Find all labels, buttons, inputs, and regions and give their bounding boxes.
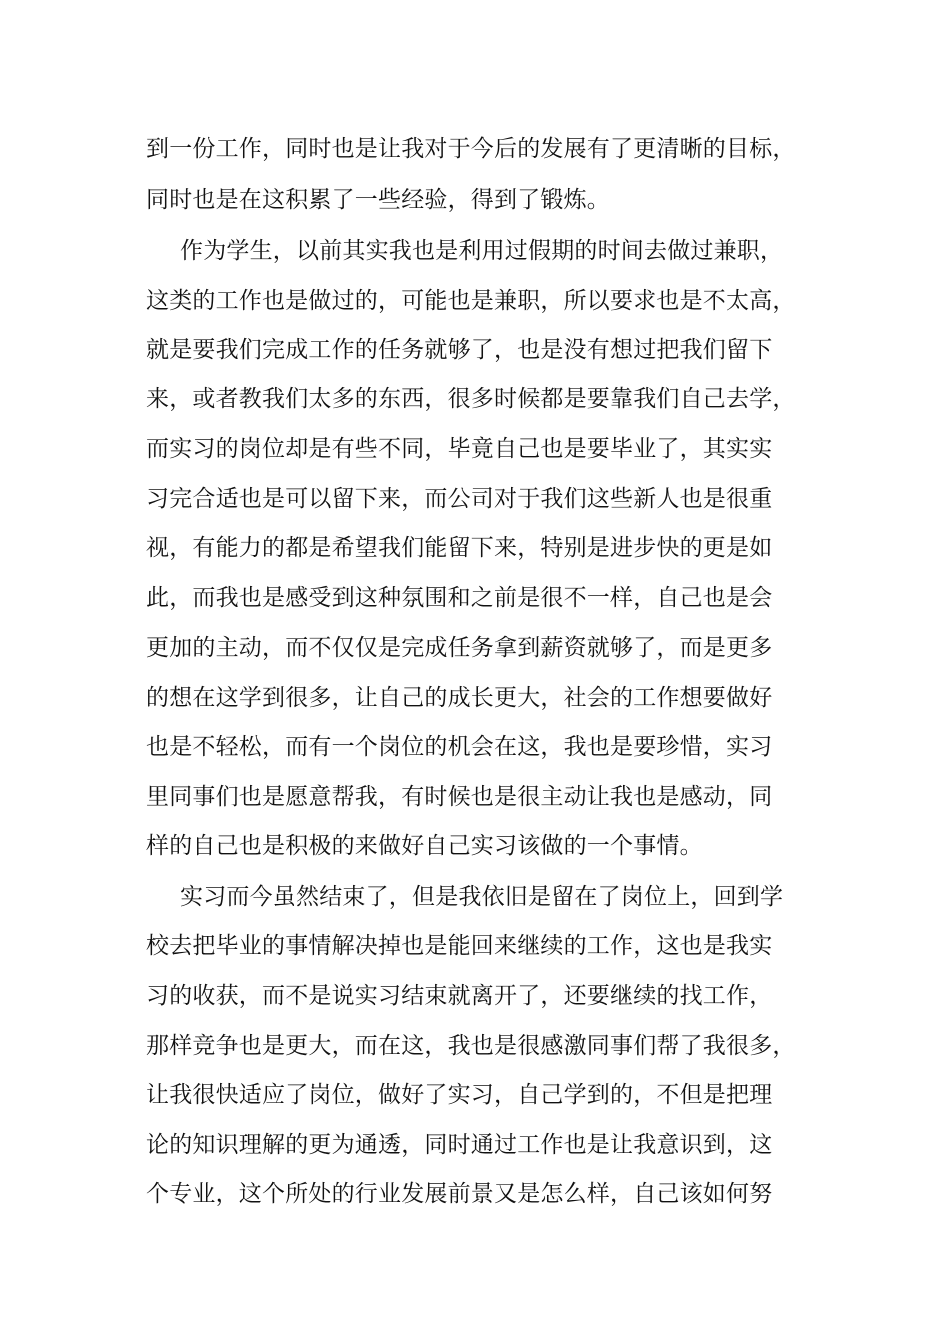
text-line: 里同事们也是愿意帮我，有时候也是很主动让我也是感动，同 [146, 784, 773, 810]
text-line: 样的自己也是积极的来做好自己实习该做的一个事情。 [146, 833, 703, 859]
text-line: 到一份工作，同时也是让我对于今后的发展有了更清晰的目标， [146, 136, 796, 162]
text-line: 来，或者教我们太多的东西，很多时候都是要靠我们自己去学， [146, 386, 796, 412]
text-line: 校去把毕业的事情解决掉也是能回来继续的工作，这也是我实 [146, 933, 773, 959]
text-line: 个专业，这个所处的行业发展前景又是怎么样，自己该如何努 [146, 1181, 773, 1207]
text-line: 的想在这学到很多，让自己的成长更大，社会的工作想要做好 [146, 685, 773, 711]
text-line: 让我很快适应了岗位，做好了实习，自己学到的，不但是把理 [146, 1082, 773, 1108]
text-line: 此，而我也是感受到这种氛围和之前是很不一样，自己也是会 [146, 585, 773, 611]
text-line: 视，有能力的都是希望我们能留下来，特别是进步快的更是如 [146, 535, 773, 561]
text-line: 也是不轻松，而有一个岗位的机会在这，我也是要珍惜，实习 [146, 734, 773, 760]
text-line: 习的收获，而不是说实习结束就离开了，还要继续的找工作， [146, 983, 773, 1009]
paragraph-start-line: 作为学生，以前其实我也是利用过假期的时间去做过兼职， [180, 238, 784, 264]
text-line: 论的知识理解的更为通透，同时通过工作也是让我意识到，这 [146, 1132, 773, 1158]
text-line: 就是要我们完成工作的任务就够了，也是没有想过把我们留下 [146, 337, 773, 363]
text-line: 同时也是在这积累了一些经验，得到了锻炼。 [146, 187, 610, 213]
text-line: 这类的工作也是做过的，可能也是兼职，所以要求也是不太高， [146, 288, 796, 314]
text-line: 更加的主动，而不仅仅是完成任务拿到薪资就够了，而是更多 [146, 635, 773, 661]
text-line: 那样竞争也是更大，而在这，我也是很感激同事们帮了我很多， [146, 1033, 796, 1059]
paragraph-start-line: 实习而今虽然结束了，但是我依旧是留在了岗位上，回到学 [180, 884, 784, 910]
text-line: 习完合适也是可以留下来，而公司对于我们这些新人也是很重 [146, 486, 773, 512]
text-line: 而实习的岗位却是有些不同，毕竟自己也是要毕业了，其实实 [146, 436, 773, 462]
